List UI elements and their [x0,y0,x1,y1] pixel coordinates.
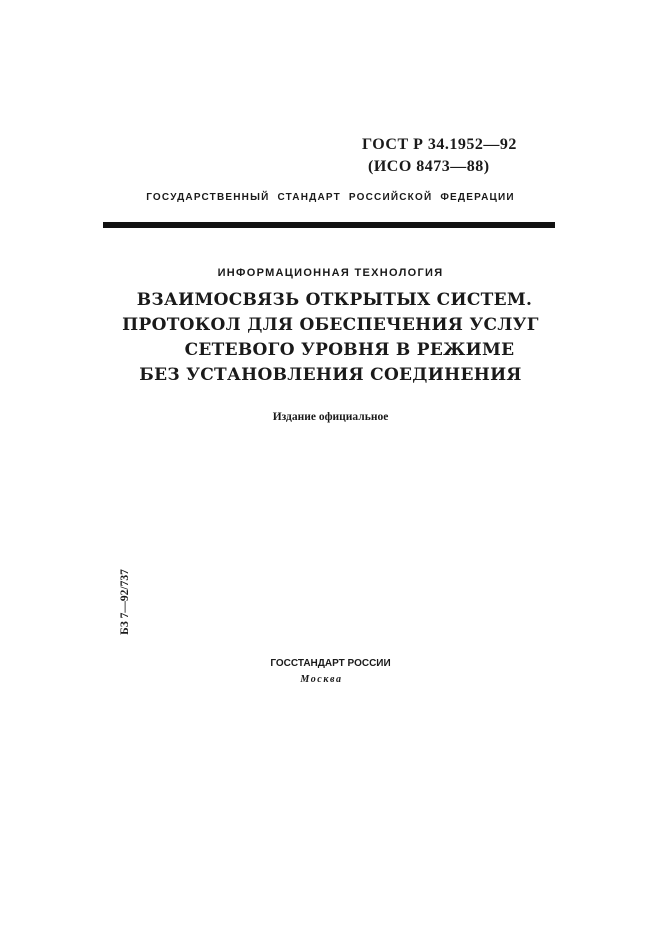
header-rule [103,222,555,228]
document-title [0,288,661,388]
title-line: СЕТЕВОГО УРОВНЯ В РЕЖИМЕ [184,340,515,360]
publisher-city: Москва [300,674,343,685]
iso-number: (ИСО 8473—88) [368,158,490,175]
edition-note: Издание официальное [272,411,389,423]
title-line: ВЗАИМОСВЯЗЬ ОТКРЫТЫХ СИСТЕМ. [136,290,533,310]
standard-designation [362,134,522,178]
side-code-text: БЗ 7—92/737 [119,569,131,635]
title-line: ПРОТОКОЛ ДЛЯ ОБЕСПЕЧЕНИЯ УСЛУГ [122,315,539,335]
state-standard-heading: ГОСУДАРСТВЕННЫЙ СТАНДАРТ РОССИЙСКОЙ ФЕДЕРАЦИИ [146,192,515,203]
title-line: БЕЗ УСТАНОВЛЕНИЯ СОЕДИНЕНИЯ [139,365,522,385]
publisher-name: ГОССТАНДАРТ РОССИИ [270,658,391,669]
publisher-block [0,656,661,688]
gost-number: ГОСТ Р 34.1952—92 [362,136,517,153]
category-heading: ИНФОРМАЦИОННАЯ ТЕХНОЛОГИЯ [217,267,444,279]
side-code [112,565,138,639]
